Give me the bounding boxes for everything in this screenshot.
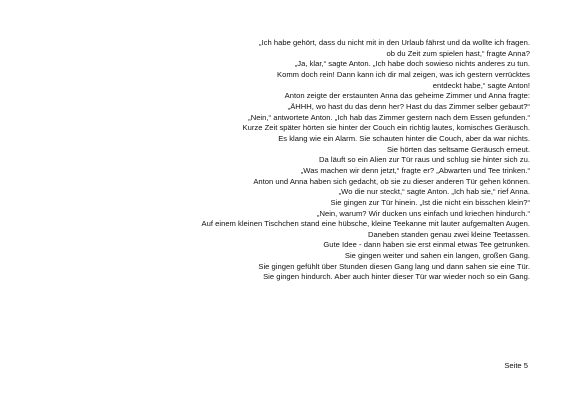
story-text <box>100 38 530 283</box>
story-line: „Ja, klar,“ sagte Anton. „Ich habe doch sowieso nichts anderes zu tun. <box>294 59 530 69</box>
story-line: Daneben standen genau zwei kleine Teetassen. <box>367 229 530 239</box>
story-line: Anton und Anna haben sich gedacht, ob sie zu dieser anderen Tür gehen können. <box>253 176 530 186</box>
story-line: Sie gingen gefühlt über Stunden diesen Gang lang und dann sahen sie eine Tür. <box>258 261 530 271</box>
story-line: „ÄHHH, wo hast du das denn her? Hast du das Zimmer selber gebaut?“ <box>287 101 530 111</box>
story-line: Kurze Zeit später hörten sie hinter der Couch ein richtig lautes, komisches Geräusch. <box>242 123 530 133</box>
story-line: „Nein, warum? Wir ducken uns einfach und kriechen hindurch.“ <box>316 208 530 218</box>
story-line: Sie gingen weiter und sahen ein langen, großen Gang. <box>344 251 530 261</box>
story-line: Sie gingen hindurch. Aber auch hinter dieser Tür war wieder noch so ein Gang. <box>263 272 530 282</box>
story-line: „Ich habe gehört, dass du nicht mit in den Urlaub fährst und da wollte ich fragen. <box>259 38 530 47</box>
story-line: Komm doch rein! Dann kann ich dir mal zeigen, was ich gestern verrücktes <box>277 69 530 79</box>
story-line: Auf einem kleinen Tischchen stand eine hübsche, kleine Teekanne mit lauter aufgemalten Augen. <box>201 219 530 229</box>
story-line: „Wo die nur steckt,“ sagte Anton. „Ich hab sie,“ rief Anna. <box>338 187 530 197</box>
story-line: Anton zeigte der erstaunten Anna das geheime Zimmer und Anna fragte: <box>284 91 530 101</box>
story-line: entdeckt habe,“ sagte Anton! <box>432 80 530 90</box>
story-line: Sie hörten das seltsame Geräusch erneut. <box>386 144 530 154</box>
story-line: „Nein,“ antwortete Anton. „Ich hab das Zimmer gestern nach dem Essen gefunden.“ <box>248 112 530 122</box>
story-line: Gute Idee - dann haben sie erst einmal etwas Tee getrunken. <box>323 240 530 250</box>
story-line: Sie gingen zur Tür hinein. „Ist die nicht ein bisschen klein?“ <box>330 197 530 207</box>
story-line: ob du Zeit zum spielen hast,“ fragte Anna? <box>386 48 530 58</box>
story-line: „Was machen wir denn jetzt,“ fragte er? „Abwarten und Tee trinken.“ <box>300 165 530 175</box>
page-number: Seite 5 <box>504 361 528 370</box>
story-line: Da läuft so ein Alien zur Tür raus und schlug sie hinter sich zu. <box>319 155 530 165</box>
story-line: Es klang wie ein Alarm. Sie schauten hinter die Couch, aber da war nichts. <box>278 133 530 143</box>
